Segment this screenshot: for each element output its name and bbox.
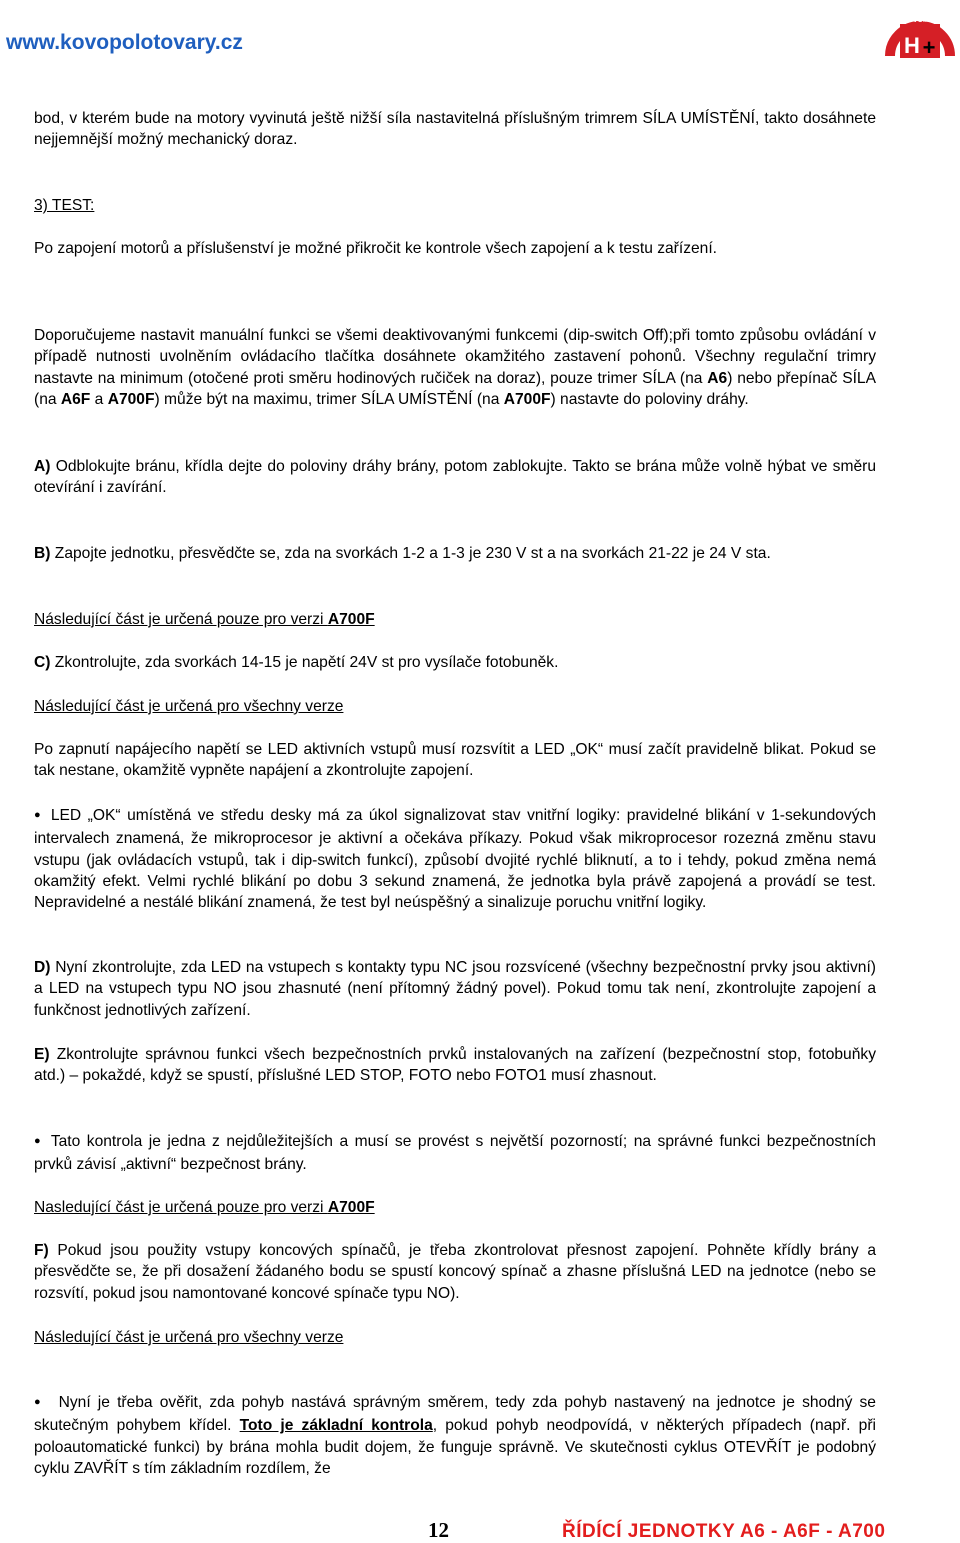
- footer-title: ŘÍDÍCÍ JEDNOTKY A6 - A6F - A700: [562, 1521, 886, 1542]
- paragraph-test-intro: Po zapojení motorů a příslušenství je možné přikročit ke kontrole všech zapojení a k testu zařízení.: [34, 240, 717, 257]
- bullet-direction-check: ● Nyní je třeba ověřit, zda pohyb nastává správným směrem, tedy zda pohyb nastavený na jednotce je shodný se skutečným pohybem křídel. Toto je základní kontrola, pokud pohyb neodpovídá, v některých případech (např. při poloautomatické funkci) by brána mohla budit dojem, že funguje správně. Ve skutečnosti cyklus OTEVŘÍT je podobný cyklu ZAVŘÍT s tím základním rozdílem, že: [34, 1392, 876, 1479]
- note-a700f-only-2: Nasledující část je určená pouze pro verzi A700F: [34, 1199, 375, 1216]
- paragraph-step-f: F) Pokud jsou použity vstupy koncových spínačů, je třeba zkontrolovat přesnost zapojení. Pohněte křídly brány a přesvědčte se, že při dosažení žádaného bodu se spustí koncový spínač a zhasne příslušná LED na jednotce (nebo se rozsvítí, pokud jsou namontované koncové spínače typu NO).: [34, 1242, 876, 1302]
- kovomat-logo: [884, 6, 956, 60]
- note-all-versions: Následující část je určená pro všechny verze: [34, 698, 344, 715]
- paragraph-step-b: B) Zapojte jednotku, přesvědčte se, zda na svorkách 1-2 a 1-3 je 230 V st a na svorkách 21-22 je 24 V sta.: [34, 545, 771, 562]
- header-url[interactable]: www.kovopolotovary.cz: [6, 31, 243, 54]
- paragraph-recommendation: Doporučujeme nastavit manuální funkci se všemi deaktivovanými funkcemi (dip-switch Off);při tomto způsobu ovládání v případě nutnosti uvolněním ovládacího tlačítka dosáhnete okamžitého zastavení pohonů. Všechny regulační trimry nastavte na minimum (otočené proti směru hodinových ručiček na doraz), pouze trimer SÍLA (na A6) nebo přepínač SÍLA (na A6F a A700F) může být na maximu, trimer SÍLA UMÍSTĚNÍ (na A700F) nastavte do poloviny dráhy.: [34, 327, 877, 408]
- bullet-safety-check: ● Tato kontrola je jedna z nejdůležitejších a musí se provést s největší pozorností; na správné funkci bezpečnostních prvků závisí „aktivní“ bezpečnost brány.: [34, 1131, 876, 1176]
- paragraph-step-a: A) Odblokujte bránu, křídla dejte do poloviny dráhy brány, potom zablokujte. Takto se brána může volně hýbat ve směru otevírání i zavírání.: [34, 458, 876, 497]
- paragraph-power-on: Po zapnutí napájecího napětí se LED aktivních vstupů musí rozsvítit a LED „OK“ musí začít pravidelně blikat. Pokud se tak nestane, okamžitě vypněte napájení a zkontrolujte zapojení.: [34, 741, 876, 780]
- section-heading-test: 3) TEST:: [34, 197, 95, 214]
- note-all-versions-2: Následující část je určená pro všechny verze: [34, 1329, 344, 1346]
- logo-text: KOVOMAT: [902, 17, 938, 24]
- paragraph-step-d: D) Nyní zkontrolujte, zda LED na vstupech s kontakty typu NC jsou rozsvícené (všechny bezpečnostní prvky jsou aktivní) a LED na vstupech typu NO jsou zhasnuté (není přítomný žádný povel). Pokud tomu tak není, zkontrolujte zapojení a funkčnost jednotlivých zařízení.: [34, 959, 876, 1019]
- paragraph-step-e: E) Zkontrolujte správnou funkci všech bezpečnostních prvků instalovaných na zařízení (bezpečnostní stop, fotobuňky atd.) – pokaždé, když se spustí, příslušné LED STOP, FOTO nebo FOTO1 musí zhasnout.: [34, 1046, 876, 1085]
- note-a700f-only: Následující část je určená pouze pro verzi A700F: [34, 611, 375, 628]
- paragraph-step-c: C) Zkontrolujte, zda svorkách 14-15 je napětí 24V st pro vysílače fotobuněk.: [34, 654, 559, 671]
- bullet-led-ok: ● LED „OK“ umístěná ve středu desky má za úkol signalizovat stav vnitřní logiky: pravidelné blikání v 1-sekundových intervalech znamená, že mikroprocesor je aktivní a očekáva příkazy. Pokud však mikroprocesor rozezná změnu stavu vstupu (jak ovládacích vstupů, tak i dip-switch funkcí), způsobí dvojité rychlé bliknutí, a to i tehdy, pokud změna nemá okamžitý efekt. Velmi rychlé blikání po dobu 3 sekund znamená, že jednotka byla právě zapojená a provádí se test. Nepravidelné a nestálé blikání znamená, že test byl neúspěšný a sinalizuje poruchu vnitřní logiky.: [34, 805, 876, 913]
- svg-text:H: H: [904, 33, 920, 58]
- page-number: 12: [428, 1518, 449, 1542]
- paragraph-intro: bod, v kterém bude na motory vyvinutá ještě nižší síla nastavitelná příslušným trimrem SÍLA UMÍSTĚNÍ, takto dosáhnete nejjemnější možný mechanický doraz.: [34, 110, 876, 149]
- svg-text:+: +: [922, 35, 936, 60]
